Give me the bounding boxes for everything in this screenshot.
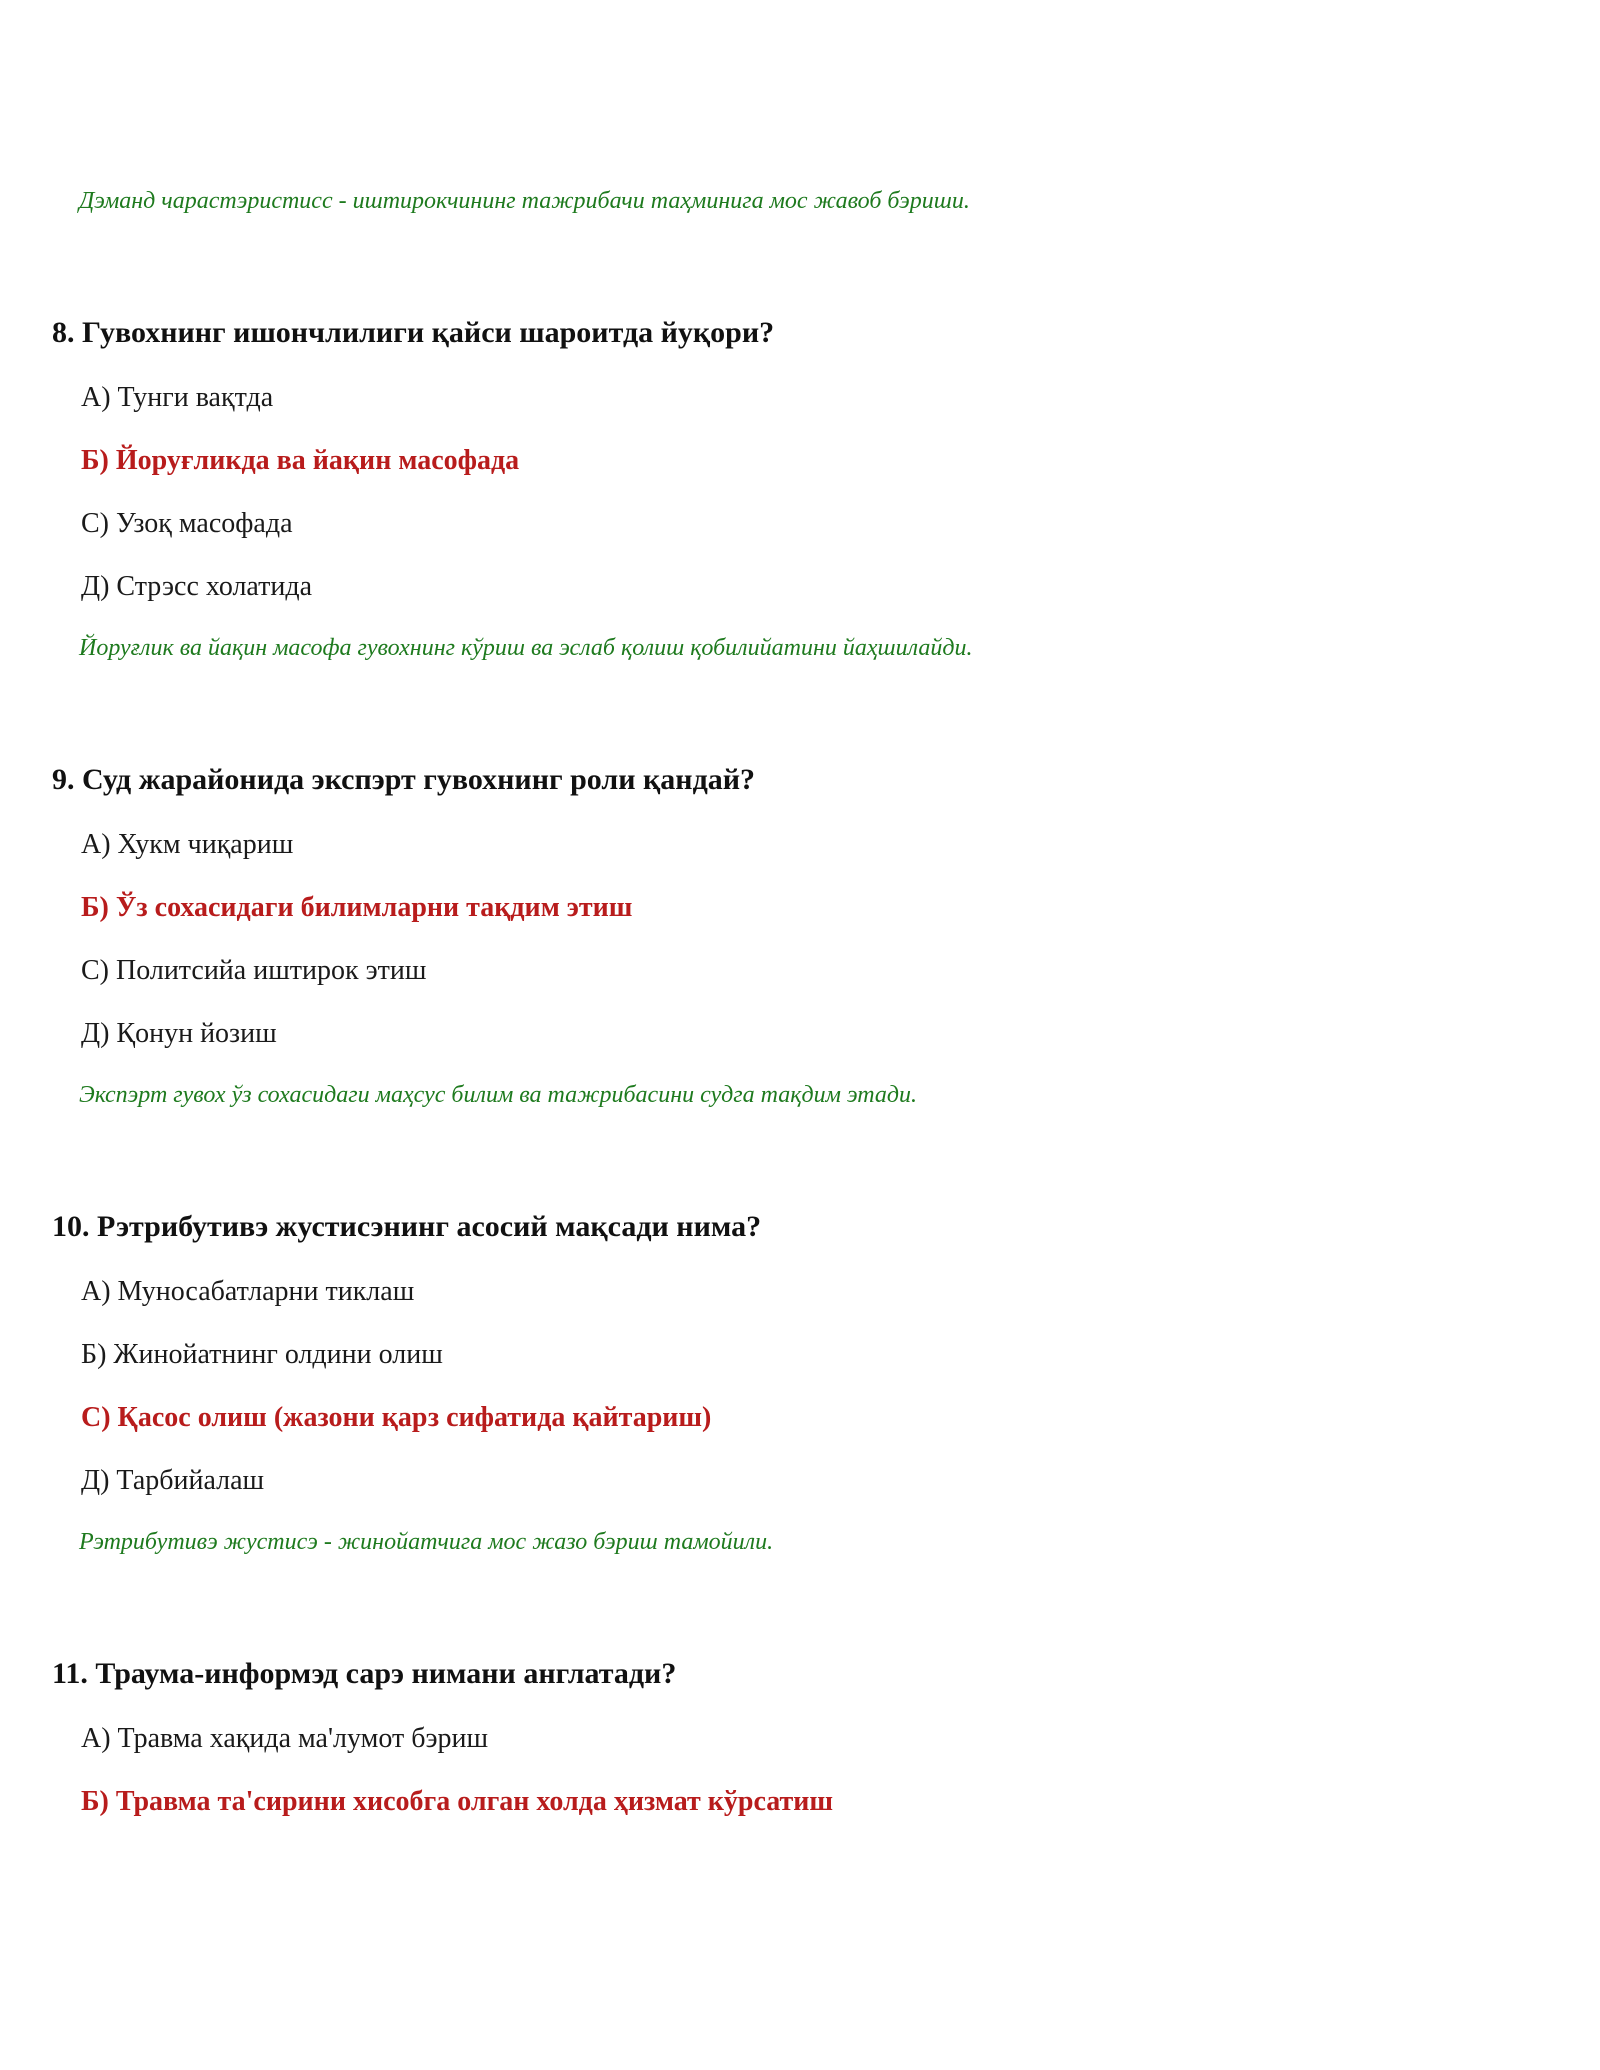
- q9-option-a: А) Хукм чиқариш: [81, 829, 294, 860]
- q9-option-b-correct: Б) Ўз сохасидаги билимларни тақдим этиш: [81, 892, 633, 923]
- intro-explanation: Дэманд чарастэристисс - иштирокчининг тажрибачи таҳминига мос жавоб бэриши.: [79, 188, 970, 214]
- q10-option-d: Д) Тарбийалаш: [81, 1465, 265, 1496]
- q8-option-d: Д) Стрэсс холатида: [81, 571, 313, 602]
- q10-option-a: А) Муносабатларни тиклаш: [81, 1276, 415, 1307]
- question-9: 9. Суд жарайонида экспэрт гувохнинг роли қандай?: [52, 763, 756, 796]
- q10-option-c-correct: С) Қасос олиш (жазони қарз сифатида қайтариш): [81, 1402, 712, 1433]
- q8-explanation: Йоруғлик ва йақин масофа гувохнинг кўриш ва эслаб қолиш қобилийатини йаҳшилайди.: [79, 635, 973, 661]
- q9-option-c: С) Политсийа иштирок этиш: [81, 955, 427, 986]
- q8-option-b-correct: Б) Йоруғликда ва йақин масофада: [81, 445, 520, 476]
- question-10: 10. Рэтрибутивэ жустисэнинг асосий мақсади нима?: [52, 1210, 762, 1243]
- q8-option-c: С) Узоқ масофада: [81, 508, 293, 539]
- q10-option-b: Б) Жинойатнинг олдини олиш: [81, 1339, 443, 1370]
- q8-option-a: А) Тунги вақтда: [81, 382, 274, 413]
- q11-option-b-correct: Б) Травма та'сирини хисобга олган холда ҳизмат кўрсатиш: [81, 1786, 834, 1817]
- question-8: 8. Гувохнинг ишончлилиги қайси шароитда йуқори?: [52, 316, 775, 349]
- q11-option-a: А) Травма хақида ма'лумот бэриш: [81, 1723, 489, 1754]
- q9-option-d: Д) Қонун йозиш: [81, 1018, 277, 1049]
- question-11: 11. Траума-информэд сарэ нимани англатади?: [52, 1657, 677, 1690]
- q9-explanation: Экспэрт гувох ўз сохасидаги маҳсус билим ва тажрибасини судга тақдим этади.: [79, 1082, 918, 1108]
- q10-explanation: Рэтрибутивэ жустисэ - жинойатчига мос жазо бэриш тамойили.: [79, 1529, 774, 1555]
